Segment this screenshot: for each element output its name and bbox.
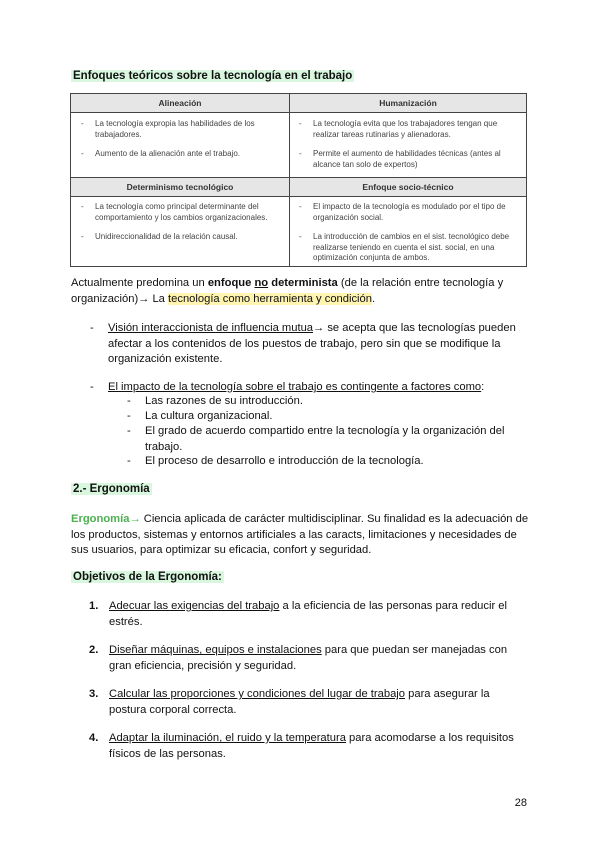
objetivo-item-3: 3. Calcular las proporciones y condiciones del lugar de trabajo para asegurar la postura corporal correcta. <box>89 688 490 716</box>
list-item-vision: - Visión interaccionista de influencia mutua→ se acepta que las tecnologías pueden afectar a los contenidos de los puestos de trabajo, pero sin que se modifique la organización existente. <box>90 322 516 365</box>
list-item: - Unidireccionalidad de la relación causal. <box>79 232 279 243</box>
list-item: - La introducción de cambios en el sist. tecnológico debe realizarse teniendo en cuenta el sist. social, en una optimización conjunta de ambos. <box>297 232 519 264</box>
list-item: - Aumento de la alienación ante el trabajo. <box>79 149 279 160</box>
sub-list-item: - El proceso de desarrollo e introducción de la tecnología. <box>127 455 424 467</box>
table-header-humanizacion: Humanización <box>290 94 526 112</box>
list-item: - Permite el aumento de habilidades técnicas (antes al alcance tan solo de expertos) <box>297 149 519 170</box>
cell-determinismo <box>79 202 279 252</box>
objetivo-item-2: 2. Diseñar máquinas, equipos e instalaciones para que puedan ser manejadas con gran eficiencia, precisión y seguridad. <box>89 644 508 672</box>
enfoques-table <box>70 93 527 267</box>
section-heading-enfoques: Enfoques teóricos sobre la tecnología en el trabajo <box>73 70 353 82</box>
cell-humanizacion <box>297 119 519 179</box>
sub-list-item: - El grado de acuerdo compartido entre la tecnología y la organización del trabajo. <box>127 425 505 453</box>
sub-list-item: - Las razones de su introducción. <box>127 395 303 407</box>
objetivos-heading: Objetivos de la Ergonomía: <box>73 571 222 583</box>
list-item: - El impacto de la tecnología es modulado por el tipo de organización social. <box>297 202 519 223</box>
section-heading-ergonomia: 2.- Ergonomía <box>73 483 150 495</box>
sub-list-item: - La cultura organizacional. <box>127 410 273 422</box>
list-item: - La tecnología expropia las habilidades de los trabajadores. <box>79 119 279 140</box>
paragraph-ergonomia: Ergonomía→ Ciencia aplicada de carácter multidisciplinar. Su finalidad es la adecuación de los productos, sistemas y entornos artificiales a las caracts, limitaciones y necesidades de sus usuarios, para optimizar su eficacia, confort y seguridad. <box>71 513 529 556</box>
paragraph-enfoque: Actualmente predomina un enfoque no determinista (de la relación entre tecnología y organización)→ La tecnología como herramienta y condición. <box>71 277 504 305</box>
cell-socio-tecnico <box>297 202 519 273</box>
page-number: 28 <box>514 797 527 809</box>
cell-alineacion <box>79 119 279 169</box>
objetivo-item-4: 4. Adaptar la iluminación, el ruido y la temperatura para acomodarse a los requisitos físicos de las personas. <box>89 732 514 760</box>
list-item: - La tecnología como principal determinante del comportamiento y los cambios organizacionales. <box>79 202 279 223</box>
table-header-determinismo: Determinismo tecnológico <box>71 178 289 196</box>
objetivo-item-1: 1. Adecuar las exigencias del trabajo a la eficiencia de las personas para reducir el estrés. <box>89 600 508 628</box>
list-item-impacto: - El impacto de la tecnología sobre el trabajo es contingente a factores como: <box>90 381 485 393</box>
list-item: - La tecnología evita que los trabajadores tengan que realizar tareas rutinarias y alienadoras. <box>297 119 519 140</box>
table-header-alineacion: Alineación <box>71 94 289 112</box>
table-header-socio-tecnico: Enfoque socio-técnico <box>290 178 526 196</box>
